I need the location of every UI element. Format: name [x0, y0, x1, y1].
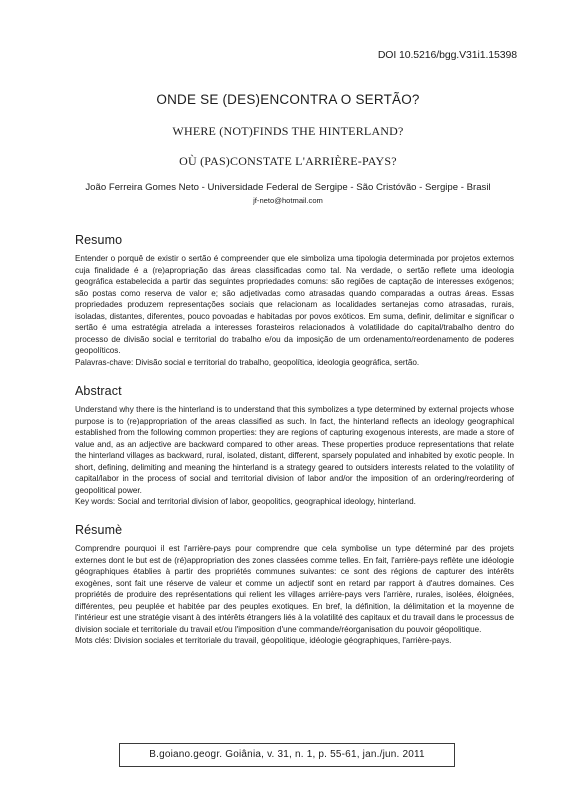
resumo-heading: Resumo — [75, 233, 123, 247]
article-title-english: WHERE (NOT)FINDS THE HINTERLAND? — [172, 124, 404, 138]
abstract-body: Understand why there is the hinterland is to understand that this symbolizes a type determined by external projects whose purpose is to (re)appropriation of the areas classified as such. In fact, the hinterland reflects an ideology geographical established from the following common properties: they are regions of capturing exogenous interests, are made a store of value and, as an adjective are backward compared to other areas. These properties produce representations that relate the hinterland villages as backward, rural, isolated, distant, different, sparsely populated and inhabited by exotic people. In short, defining, delimiting and meaning the hinterland is a strategy geared to outsiders interests related to the volatility of capital/labor in the process of social and territorial division of labor and/or the imposition of an ordering/reordering of geopolitical power. — [75, 405, 514, 495]
abstract-keywords: Key words: Social and territorial division of labor, geopolitics, geographical ideology, hinterland. — [75, 497, 416, 506]
resumo-section — [75, 233, 514, 368]
doi-label: DOI 10.5216/bgg.V31i1.15398 — [377, 49, 517, 61]
author-email: jf-neto@hotmail.com — [253, 196, 323, 205]
author-affiliation: João Ferreira Gomes Neto - Universidade Federal de Sergipe - São Cristóvão - Sergipe - Brasil — [85, 182, 491, 193]
resume-section — [75, 523, 514, 647]
journal-citation-footer: B.goiano.geogr. Goiânia, v. 31, n. 1, p. 55-61, jan./jun. 2011 — [119, 743, 455, 767]
resume-keywords: Mots clés: Division sociales et territoriale du travail, géopolitique, idéologie géographiques, l'arrière-pays. — [75, 636, 452, 645]
resumo-body: Entender o porquê de existir o sertão é compreender que ele simboliza uma tipologia determinada por projetos externos cuja finalidade é a (re)apropriação das áreas classificadas como tal. Na verdade, o sertão reflete uma ideologia geográfica estabelecida a partir das seguintes propriedades comuns: são regiões de captação de interesses exógenos; são postas como reserva de valor e; são adjetivadas como atrasadas quando comparadas a outras áreas. Essas propriedades produzem representações sociais que relacionam as localidades sertanejas como atrasadas, rurais, isoladas, distantes, diferentes, pouco povoadas e habitadas por povos exóticos. Em suma, definir, delimitar e significar o sertão é uma estratégia atrelada a interesses forasteiros relacionados à volatilidade do capital/trabalho dentro do processo de divisão social e territorial do trabalho e/ou da imposição de um ordenamento/reordenamento de poderes geopolíticos. — [75, 254, 514, 355]
resume-body: Comprendre pourquoi il est l'arrière-pays pour comprendre que cela symbolise un type déterminé par des projets externes dont le but est de (ré)appropriation des zones classées comme telles. En fait, l'arrière-pays reflète une idéologie géographiques établies à partir des propriétés communes suivantes: ce sont des régions de capturer des intérêts exogènes, sont fait une réserve de valeur et comme un adjectif sont en retard par rapport à d'autres domaines. Ces propriétés de produire des représentations qui relient les villages arrière-pays vers l'arrière, rurales, isolées, éloignées, différentes, peu peuplée et habitée par des peuples exotiques. En bref, la définition, la délimitation et la moyenne de l'intérieur est une stratégie visant à des intérêts étrangers liés à la volatilité des capitaux et du travail dans le processus de division sociale et territoriale du travail et/ou l'imposition d'une commande/réorganisation du pouvoir géopolitique. — [75, 544, 514, 634]
abstract-heading: Abstract — [75, 384, 122, 398]
article-title-french: OÙ (PAS)CONSTATE L'ARRIÈRE-PAYS? — [179, 154, 397, 168]
abstract-section — [75, 384, 514, 508]
resume-heading: Résumè — [75, 523, 123, 537]
resumo-keywords: Palavras-chave: Divisão social e territorial do trabalho, geopolítica, ideologia geográfica, sertão. — [75, 357, 420, 367]
article-title: ONDE SE (DES)ENCONTRA O SERTÃO? — [156, 92, 420, 107]
